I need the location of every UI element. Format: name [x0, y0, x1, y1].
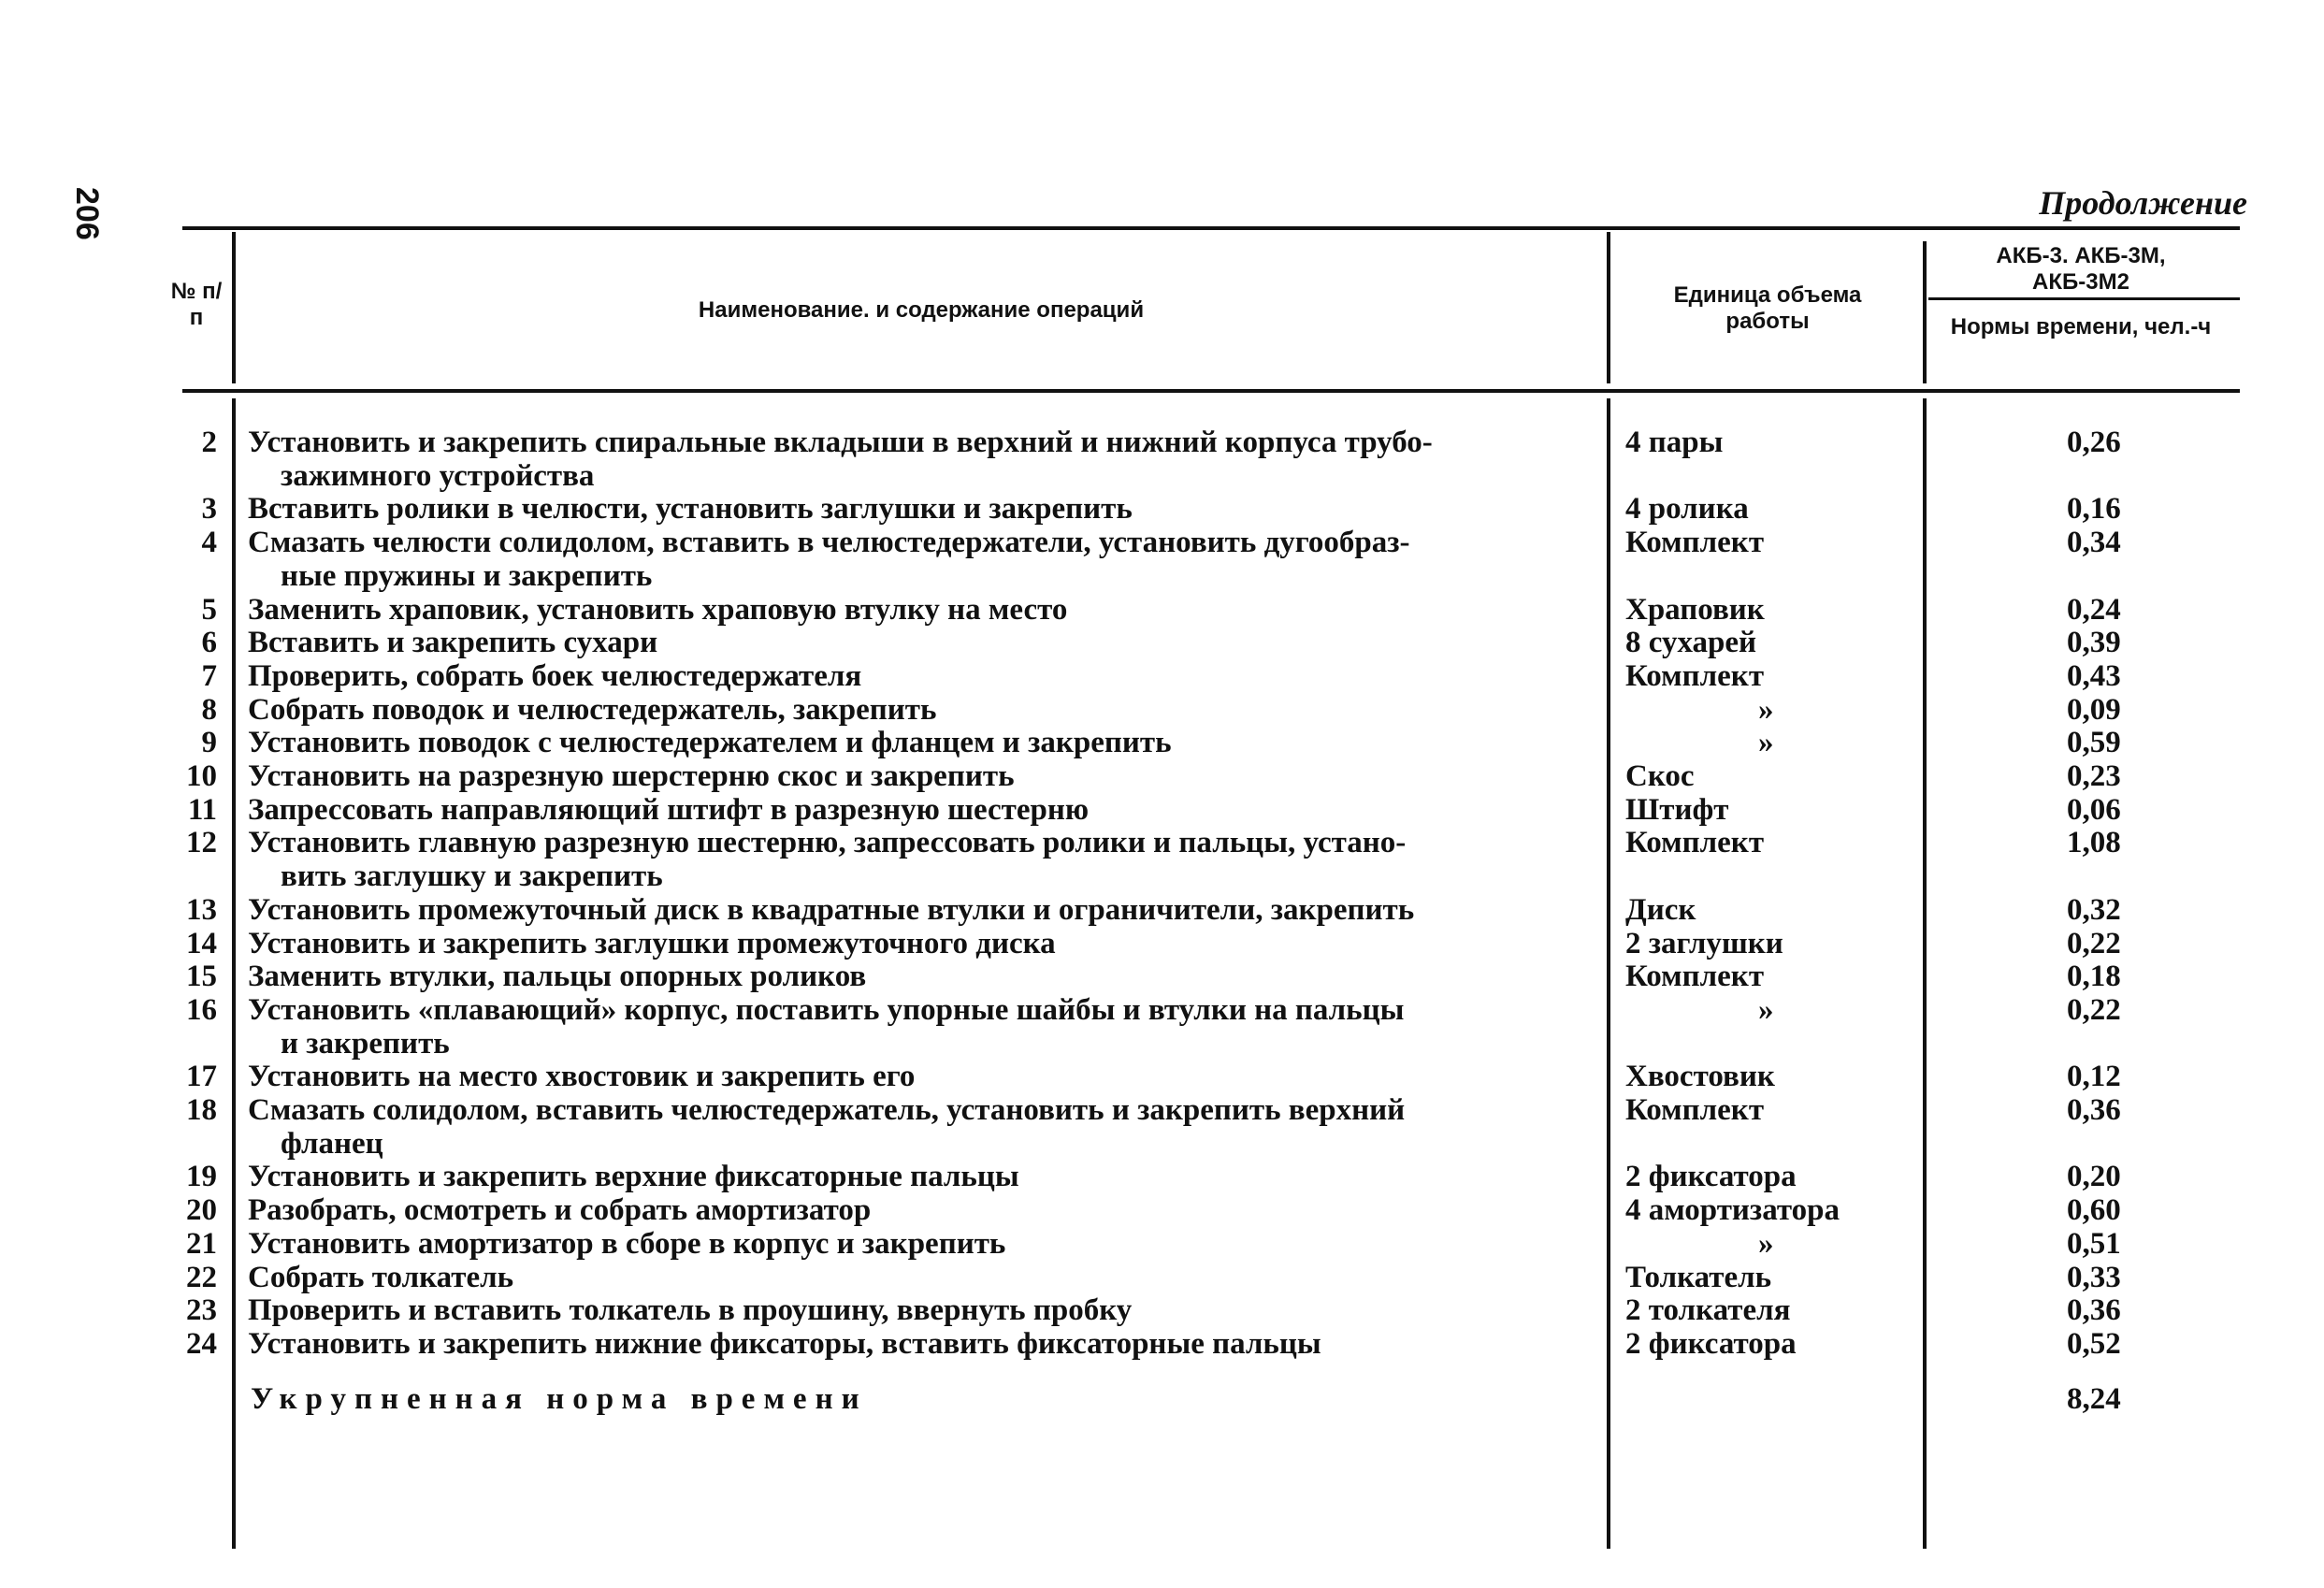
unit-text: Храповик	[1625, 592, 1765, 627]
operation-text: Заменить храповик, установить храповую втулку на место	[248, 592, 1068, 627]
unit-text: 2 фиксатора	[1625, 1160, 1797, 1194]
total-value: 8,24	[2067, 1382, 2121, 1416]
unit-text: Толкатель	[1625, 1260, 1772, 1294]
table-row	[0, 893, 2324, 927]
operation-text: Установить и закрепить спиральные вкладыши в верхний и нижний корпуса трубо-	[248, 426, 1433, 459]
norm-value: 1,08	[2067, 826, 2121, 860]
col-divider-2	[1607, 232, 1610, 383]
table-row	[0, 1193, 2324, 1227]
row-number: 9	[201, 726, 217, 760]
table-row	[0, 526, 2324, 559]
table-row	[0, 859, 2324, 893]
continuation-label: Продолжение	[2039, 184, 2247, 222]
header-sub-rule	[1928, 297, 2240, 300]
unit-text: Комплект	[1625, 960, 1765, 994]
norm-value: 0,26	[2067, 426, 2121, 459]
norm-value: 0,59	[2067, 726, 2121, 760]
table-row	[0, 693, 2324, 727]
unit-text: Диск	[1625, 892, 1696, 927]
operation-text: Установить «плавающий» корпус, поставить упорные шайбы и втулки на пальцы	[248, 992, 1405, 1027]
table-row	[0, 1127, 2324, 1161]
table-row	[0, 826, 2324, 859]
table-row	[0, 1093, 2324, 1127]
table-row	[0, 426, 2324, 459]
operation-text: Разобрать, осмотреть и собрать амортизатор	[248, 1193, 872, 1228]
operation-text: Установить и закрепить нижние фиксаторы, вставить фиксаторные пальцы	[248, 1326, 1321, 1361]
unit-text: Штифт	[1625, 792, 1729, 827]
norm-value: 0,23	[2067, 759, 2121, 793]
row-number: 8	[201, 692, 217, 727]
unit-text: 2 заглушки	[1625, 926, 1783, 960]
unit-text: 2 фиксатора	[1625, 1326, 1797, 1361]
col-divider-3	[1923, 241, 1927, 383]
norm-value: 0,34	[2067, 526, 2121, 560]
row-number: 10	[186, 759, 217, 793]
table-row	[0, 1027, 2324, 1061]
operation-text: Установить на место хвостовик и закрепить его	[248, 1060, 916, 1094]
operation-text: Установить и закрепить верхние фиксаторные пальцы	[248, 1160, 1019, 1194]
norm-value: 0,33	[2067, 1260, 2121, 1294]
unit-text: 4 пары	[1625, 426, 1724, 459]
norm-value: 0,36	[2067, 1293, 2121, 1328]
table-row	[0, 759, 2324, 793]
unit-text: 4 ролика	[1625, 492, 1749, 527]
header-unit: Единица объема работы	[1673, 282, 1862, 334]
total-label: Укрупненная норма времени	[251, 1382, 868, 1416]
norm-value: 0,09	[2067, 692, 2121, 727]
row-number: 18	[186, 1093, 217, 1127]
table-row	[0, 1293, 2324, 1327]
row-number: 22	[186, 1260, 217, 1294]
operation-text: Вставить и закрепить сухари	[248, 626, 658, 660]
row-number: 6	[201, 626, 217, 660]
table-row	[0, 559, 2324, 593]
norm-value: 0,32	[2067, 892, 2121, 927]
operation-text: Установить промежуточный диск в квадратные втулки и ограничители, закрепить	[248, 892, 1415, 927]
row-number: 14	[186, 926, 217, 960]
norm-value: 0,43	[2067, 658, 2121, 693]
table-row	[0, 659, 2324, 693]
norm-value: 0,22	[2067, 992, 2121, 1027]
row-number: 15	[186, 960, 217, 994]
operation-text: Проверить, собрать боек челюстедержателя	[248, 658, 862, 693]
table-row	[0, 1160, 2324, 1193]
table-row	[0, 793, 2324, 827]
row-number: 23	[186, 1293, 217, 1328]
operation-text: ные пружины и закрепить	[281, 558, 653, 593]
table-row	[0, 1227, 2324, 1261]
norm-value: 0,51	[2067, 1226, 2121, 1261]
norm-value: 0,18	[2067, 960, 2121, 994]
unit-text: »	[1758, 692, 1774, 727]
norm-value: 0,12	[2067, 1060, 2121, 1094]
unit-text: Скос	[1625, 759, 1695, 793]
operation-text: вить заглушку и закрепить	[281, 859, 663, 894]
operation-text: и закрепить	[281, 1026, 450, 1061]
table-row	[0, 492, 2324, 526]
unit-text: Хвостовик	[1625, 1060, 1775, 1094]
header-machine: АКБ-3. АКБ-3М, АКБ-3М2	[1996, 243, 2166, 295]
unit-text: Комплект	[1625, 526, 1765, 560]
operation-text: Установить амортизатор в сборе в корпус и закрепить	[248, 1226, 1006, 1261]
row-number: 13	[186, 892, 217, 927]
row-number: 24	[186, 1326, 217, 1361]
operation-text: Смазать челюсти солидолом, вставить в челюстедержатели, установить дугообраз-	[248, 526, 1410, 560]
norm-value: 0,60	[2067, 1193, 2121, 1228]
row-number: 20	[186, 1193, 217, 1228]
operation-text: зажимного устройства	[281, 458, 595, 493]
table-top-rule	[182, 226, 2240, 230]
table-row	[0, 593, 2324, 627]
unit-text: 4 амортизатора	[1625, 1193, 1840, 1228]
operation-text: Установить главную разрезную шестерню, запрессовать ролики и пальцы, устано-	[248, 826, 1407, 860]
norm-value: 0,06	[2067, 792, 2121, 827]
operation-text: Установить и закрепить заглушки промежуточного диска	[248, 926, 1056, 960]
row-number: 3	[201, 492, 217, 527]
unit-text: Комплект	[1625, 1093, 1765, 1127]
row-number: 12	[186, 826, 217, 860]
col-divider-1	[232, 232, 236, 383]
operation-text: Проверить и вставить толкатель в проушину, ввернуть пробку	[248, 1293, 1133, 1328]
operation-text: Собрать поводок и челюстедержатель, закрепить	[248, 692, 937, 727]
operation-text: Заменить втулки, пальцы опорных роликов	[248, 960, 867, 994]
operation-text: Смазать солидолом, вставить челюстедержатель, установить и закрепить верхний	[248, 1093, 1406, 1127]
row-number: 2	[201, 426, 217, 459]
unit-text: Комплект	[1625, 826, 1765, 860]
unit-text: 8 сухарей	[1625, 626, 1757, 660]
operation-text: Установить на разрезную шерстерню скос и закрепить	[248, 759, 1015, 793]
table-row	[0, 1327, 2324, 1361]
norm-value: 0,36	[2067, 1093, 2121, 1127]
unit-text: »	[1758, 726, 1774, 760]
row-number: 7	[201, 658, 217, 693]
row-number: 11	[187, 792, 217, 827]
table-row	[0, 993, 2324, 1027]
row-number: 5	[201, 592, 217, 627]
header-num: № п/п	[170, 279, 223, 330]
table-row	[0, 459, 2324, 493]
norm-value: 0,24	[2067, 592, 2121, 627]
unit-text: »	[1758, 1226, 1774, 1261]
header-norm: Нормы времени, чел.-ч	[1950, 314, 2212, 339]
row-number: 4	[201, 526, 217, 560]
table-row	[0, 960, 2324, 993]
row-number: 17	[186, 1060, 217, 1094]
table-row	[0, 1060, 2324, 1093]
header-name: Наименование. и содержание операций	[698, 297, 1145, 323]
norm-value: 0,16	[2067, 492, 2121, 527]
table-row	[0, 1261, 2324, 1294]
table-row	[0, 626, 2324, 659]
norm-value: 0,20	[2067, 1160, 2121, 1194]
norm-value: 0,22	[2067, 926, 2121, 960]
row-number: 21	[186, 1226, 217, 1261]
row-number: 16	[186, 992, 217, 1027]
unit-text: »	[1758, 992, 1774, 1027]
operation-text: фланец	[281, 1126, 383, 1161]
operation-text: Вставить ролики в челюсти, установить заглушки и закрепить	[248, 492, 1133, 527]
unit-text: Комплект	[1625, 658, 1765, 693]
norm-value: 0,39	[2067, 626, 2121, 660]
table-row	[0, 927, 2324, 960]
operation-text: Собрать толкатель	[248, 1260, 514, 1294]
norm-value: 0,52	[2067, 1326, 2121, 1361]
header-bottom-rule	[182, 389, 2240, 393]
page-number: 206	[69, 187, 105, 240]
operation-text: Установить поводок с челюстедержателем и фланцем и закрепить	[248, 726, 1172, 760]
row-number: 19	[186, 1160, 217, 1194]
table-row	[0, 726, 2324, 759]
operation-text: Запрессовать направляющий штифт в разрезную шестерню	[248, 792, 1090, 827]
unit-text: 2 толкателя	[1625, 1293, 1791, 1328]
